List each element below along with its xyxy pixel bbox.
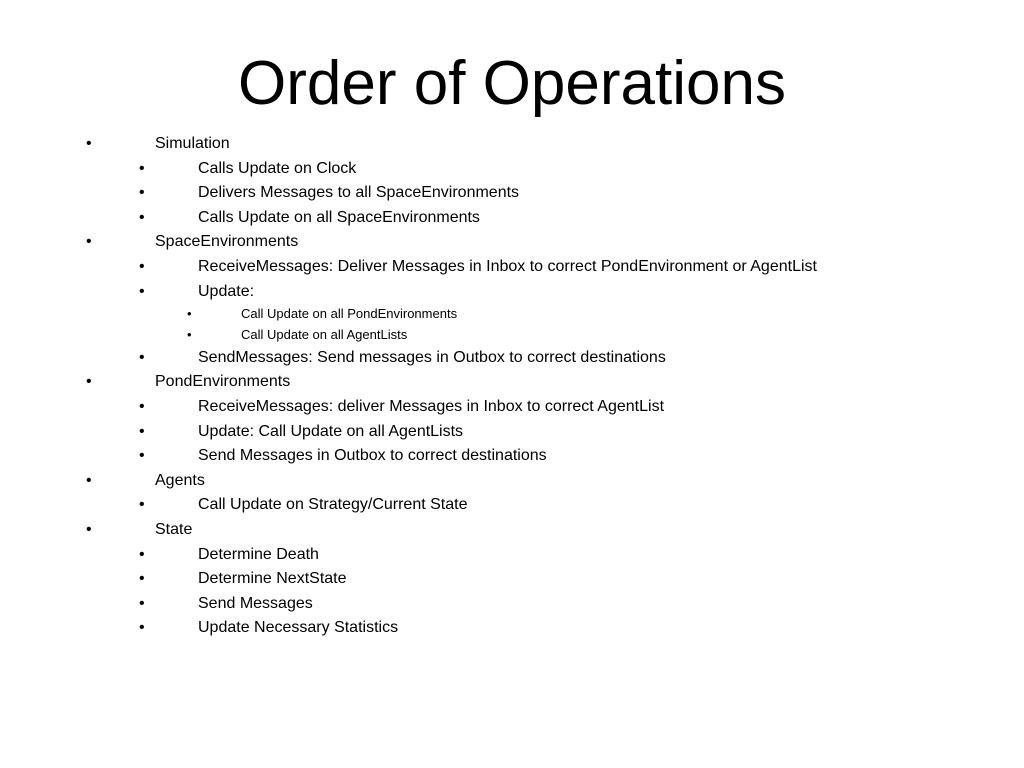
bullet-point-icon: • [139, 397, 145, 415]
bullet-item-level-2 [0, 567, 1024, 592]
bullet-item-level-2 [0, 493, 1024, 518]
bullet-text: SendMessages: Send messages in Outbox to correct destinations [198, 348, 666, 366]
bullet-text: ReceiveMessages: Deliver Messages in Inbox to correct PondEnvironment or AgentList [198, 257, 817, 275]
bullet-item-level-2 [0, 444, 1024, 469]
bullet-text: Update Necessary Statistics [198, 619, 399, 637]
bullet-item-level-2 [0, 592, 1024, 617]
bullet-item-level-1 [0, 469, 1024, 494]
bullet-text: Simulation [155, 135, 230, 152]
bullet-item-level-2 [0, 346, 1024, 371]
bullet-text: Determine Death [198, 545, 319, 563]
bullet-text: PondEnvironments [155, 373, 291, 391]
bullet-point-icon: • [139, 447, 145, 465]
bullet-point-icon: • [86, 135, 92, 152]
bullet-point-icon: • [139, 184, 145, 202]
bullet-point-icon: • [139, 422, 145, 440]
bullet-text: Update: [198, 282, 255, 300]
bullet-text: Update: Call Update on all AgentLists [198, 422, 464, 440]
bullet-list [0, 132, 1024, 641]
bullet-text: State [155, 520, 193, 538]
bullet-text: Calls Update on Clock [198, 159, 357, 177]
bullet-point-icon: • [139, 496, 145, 514]
bullet-item-level-2 [0, 181, 1024, 206]
bullet-point-icon: • [187, 326, 192, 342]
bullet-point-icon: • [139, 159, 145, 177]
bullet-point-icon: • [86, 373, 92, 391]
bullet-item-level-2 [0, 280, 1024, 305]
bullet-text: Call Update on Strategy/Current State [198, 496, 468, 514]
bullet-text: ReceiveMessages: deliver Messages in Inbox to correct AgentList [198, 397, 665, 415]
bullet-point-icon: • [139, 282, 145, 300]
bullet-point-icon: • [139, 348, 145, 366]
bullet-point-icon: • [86, 233, 92, 251]
bullet-point-icon: • [139, 570, 145, 588]
bullet-point-icon: • [139, 619, 145, 637]
bullet-item-level-2 [0, 255, 1024, 280]
bullet-item-level-2 [0, 395, 1024, 420]
bullet-text: Call Update on all PondEnvironments [241, 306, 458, 322]
bullet-item-level-3 [0, 304, 1024, 325]
bullet-point-icon: • [139, 208, 145, 226]
bullet-point-icon: • [139, 545, 145, 563]
bullet-item-level-1 [0, 370, 1024, 395]
bullet-item-level-1 [0, 518, 1024, 543]
bullet-point-icon: • [187, 306, 192, 322]
bullet-text: Agents [155, 471, 205, 489]
bullet-text: SpaceEnvironments [155, 233, 299, 251]
bullet-point-icon: • [139, 257, 145, 275]
bullet-text: Send Messages in Outbox to correct destinations [198, 447, 547, 465]
bullet-item-level-2 [0, 616, 1024, 641]
bullet-item-level-2 [0, 157, 1024, 182]
bullet-text: Determine NextState [198, 570, 347, 588]
bullet-text: Delivers Messages to all SpaceEnvironments [198, 184, 520, 202]
bullet-text: Send Messages [198, 594, 313, 612]
bullet-item-level-2 [0, 206, 1024, 231]
bullet-point-icon: • [139, 594, 145, 612]
slide-title: Order of Operations [238, 49, 786, 118]
bullet-point-icon: • [86, 520, 92, 538]
bullet-text: Call Update on all AgentLists [241, 326, 408, 342]
bullet-item-level-2 [0, 420, 1024, 445]
bullet-text: Calls Update on all SpaceEnvironments [198, 208, 480, 226]
bullet-item-level-3 [0, 325, 1024, 346]
bullet-item-level-1 [0, 230, 1024, 255]
bullet-item-level-1 [0, 132, 1024, 157]
bullet-point-icon: • [86, 471, 92, 489]
bullet-item-level-2 [0, 543, 1024, 568]
